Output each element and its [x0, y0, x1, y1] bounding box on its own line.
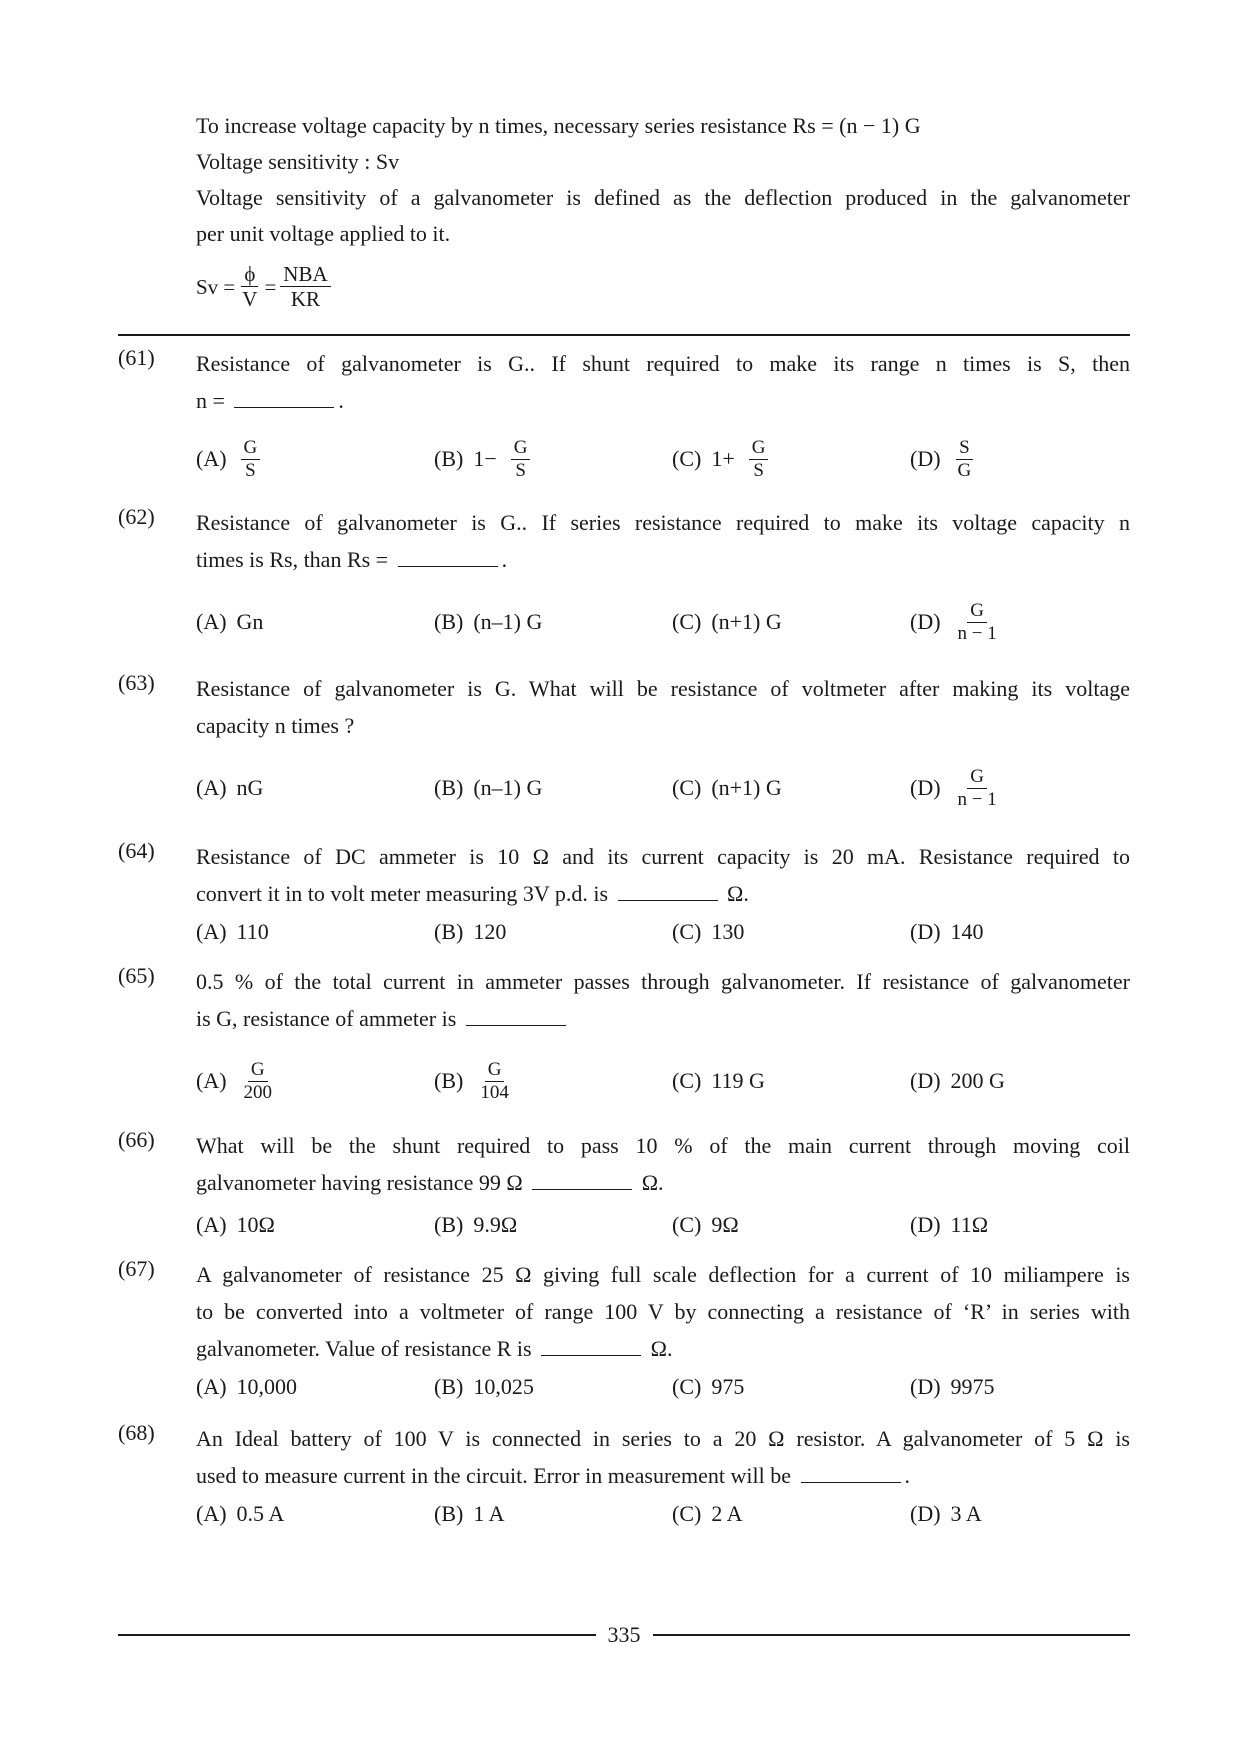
option-label: (B) — [434, 1212, 464, 1237]
formula-f1-num: ϕ — [241, 262, 258, 287]
footer-rule-right — [653, 1634, 1131, 1636]
frac-num: G — [511, 437, 531, 460]
question-number: (63) — [118, 670, 155, 695]
option-b[interactable] — [434, 912, 506, 952]
question-stem-line-2 — [196, 1457, 1130, 1494]
option-text: 2 A — [711, 1501, 743, 1526]
option-label: (A) — [196, 446, 227, 471]
question-stem-line-2: to be converted into a voltmeter of range 100 V by connecting a resistance of ‘R’ in series with — [196, 1299, 1130, 1324]
question-65 — [118, 963, 1130, 1111]
question-stem-line-3 — [196, 1330, 1130, 1367]
question-stem-line-1: An Ideal battery of 100 V is connected in series to a 20 Ω resistor. A galvanometer of 5 Ω is — [196, 1426, 1130, 1451]
question-63 — [118, 670, 1130, 818]
frac-den: S — [245, 459, 256, 481]
option-a[interactable] — [196, 429, 264, 489]
option-b[interactable] — [434, 592, 542, 652]
option-a[interactable] — [196, 912, 269, 952]
option-label: (B) — [434, 1501, 464, 1526]
frac-den: S — [753, 459, 764, 481]
option-text: 0.5 A — [236, 1501, 285, 1526]
option-label: (A) — [196, 609, 227, 634]
formula-f1-den: V — [242, 287, 258, 312]
option-label: (C) — [672, 1374, 702, 1399]
option-label: (A) — [196, 1068, 227, 1093]
option-text: (n–1) G — [473, 775, 543, 800]
option-label: (D) — [910, 1501, 941, 1526]
page-footer — [118, 1622, 1130, 1648]
options-row — [196, 1494, 1130, 1534]
option-b[interactable] — [434, 758, 542, 818]
option-c[interactable] — [672, 592, 782, 652]
option-label: (B) — [434, 775, 464, 800]
option-label: (A) — [196, 775, 227, 800]
option-d[interactable] — [910, 429, 978, 489]
option-text: 11Ω — [950, 1212, 989, 1237]
option-label: (D) — [910, 1068, 941, 1093]
stem-text: galvanometer having resistance 99 Ω — [196, 1170, 529, 1195]
answer-blank — [618, 886, 718, 901]
option-c[interactable] — [672, 758, 782, 818]
question-stem-line-2 — [196, 875, 1130, 912]
option-b[interactable] — [434, 429, 534, 489]
page-number: 335 — [607, 1622, 641, 1647]
option-a[interactable] — [196, 1205, 275, 1245]
option-b[interactable] — [434, 1367, 534, 1407]
options-row — [196, 592, 1130, 652]
question-61 — [118, 345, 1130, 489]
answer-blank — [541, 1341, 641, 1356]
option-label: (D) — [910, 446, 941, 471]
option-label: (C) — [672, 1501, 702, 1526]
option-text: 119 G — [711, 1068, 765, 1093]
options-row — [196, 429, 1130, 489]
option-label: (D) — [910, 919, 941, 944]
option-c[interactable] — [672, 1367, 744, 1407]
stem-text: convert it in to volt meter measuring 3V p.d. is — [196, 881, 614, 906]
option-label: (D) — [910, 1374, 941, 1399]
option-text: 9.9Ω — [473, 1212, 518, 1237]
options-row — [196, 912, 1130, 952]
frac-num: G — [485, 1059, 505, 1082]
option-a[interactable] — [196, 1367, 297, 1407]
stem-text: n = — [196, 388, 231, 413]
question-stem-line-2 — [196, 382, 1130, 419]
option-text: (n–1) G — [473, 609, 543, 634]
answer-blank — [398, 552, 498, 567]
question-stem-line-1: 0.5 % of the total current in ammeter passes through galvanometer. If resistance of galvanometer — [196, 969, 1130, 994]
option-label: (A) — [196, 1374, 227, 1399]
answer-blank — [466, 1011, 566, 1026]
question-67 — [118, 1256, 1130, 1407]
question-68 — [118, 1420, 1130, 1534]
option-label: (D) — [910, 609, 941, 634]
option-fraction — [241, 1059, 276, 1104]
option-text: 110 — [236, 919, 269, 944]
option-fraction — [749, 437, 769, 482]
formula-fraction-2 — [280, 262, 330, 311]
option-text: nG — [236, 775, 264, 800]
option-label: (C) — [672, 775, 702, 800]
question-stem-line-1: Resistance of galvanometer is G.. If series resistance required to make its voltage capacity n — [196, 510, 1130, 535]
stem-end: Ω. — [645, 1336, 673, 1361]
question-number: (62) — [118, 504, 155, 529]
option-label: (D) — [910, 775, 941, 800]
option-c[interactable] — [672, 1494, 743, 1534]
option-text: 3 A — [950, 1501, 982, 1526]
option-d[interactable] — [910, 758, 1004, 818]
option-d[interactable] — [910, 912, 984, 952]
option-fraction — [241, 437, 261, 482]
option-d[interactable] — [910, 1051, 1005, 1111]
frac-num: S — [956, 437, 973, 460]
options-row — [196, 1051, 1130, 1111]
voltage-sensitivity-formula — [196, 262, 1130, 311]
option-text: 10,025 — [473, 1374, 534, 1399]
option-label: (B) — [434, 1374, 464, 1399]
question-stem-line-1: Resistance of DC ammeter is 10 Ω and its current capacity is 20 mA. Resistance required to — [196, 844, 1130, 869]
option-d[interactable] — [910, 1494, 982, 1534]
option-label: (B) — [434, 446, 464, 471]
intro-line-1: To increase voltage capacity by n times, necessary series resistance Rs = (n − 1) G — [196, 113, 921, 138]
formula-fraction-1 — [239, 262, 260, 311]
option-d[interactable] — [910, 1205, 988, 1245]
option-label: (B) — [434, 609, 464, 634]
intro-section — [196, 108, 1130, 311]
option-a[interactable] — [196, 1051, 279, 1111]
footer-rule-left — [118, 1634, 596, 1636]
option-text: 120 — [473, 919, 507, 944]
frac-den: 104 — [480, 1081, 509, 1103]
option-text: 140 — [950, 919, 984, 944]
option-b[interactable] — [434, 1205, 517, 1245]
intro-line-2: Voltage sensitivity : Sv — [196, 149, 400, 174]
question-number: (65) — [118, 963, 155, 988]
option-label: (A) — [196, 1501, 227, 1526]
question-stem-line-1: Resistance of galvanometer is G.. If shunt required to make its range n times is S, then — [196, 351, 1130, 376]
stem-end: Ω. — [721, 881, 749, 906]
intro-line-4: per unit voltage applied to it. — [196, 221, 451, 246]
stem-end: . — [338, 388, 344, 413]
option-fraction — [955, 600, 1000, 645]
frac-num: G — [749, 437, 769, 460]
question-stem-line-1: Resistance of galvanometer is G. What will be resistance of voltmeter after making its voltage — [196, 676, 1130, 701]
options-row — [196, 758, 1130, 818]
stem-text: times is Rs, than Rs = — [196, 547, 394, 572]
stem-end: . — [501, 547, 508, 572]
option-text: 1 A — [473, 1501, 505, 1526]
option-text: Gn — [236, 609, 264, 634]
question-number: (61) — [118, 345, 155, 370]
option-a[interactable] — [196, 592, 263, 652]
option-label: (B) — [434, 919, 464, 944]
option-label: (C) — [672, 1212, 702, 1237]
question-number: (66) — [118, 1127, 155, 1152]
options-row — [196, 1367, 1130, 1407]
question-64 — [118, 838, 1130, 952]
option-text: 9975 — [950, 1374, 995, 1399]
option-d[interactable] — [910, 592, 1004, 652]
option-text: (n+1) G — [711, 775, 782, 800]
frac-den: n − 1 — [957, 622, 997, 644]
option-d[interactable] — [910, 1367, 995, 1407]
option-b[interactable] — [434, 1051, 516, 1111]
option-prefix: 1− — [473, 446, 497, 471]
option-c[interactable] — [672, 429, 772, 489]
options-row — [196, 1205, 1130, 1245]
question-stem-line-1: A galvanometer of resistance 25 Ω giving full scale deflection for a current of 10 miliampere is — [196, 1262, 1130, 1287]
question-stem-line-1: What will be the shunt required to pass 10 % of the main current through moving coil — [196, 1133, 1130, 1158]
frac-num: G — [967, 766, 987, 789]
section-divider — [118, 334, 1130, 336]
answer-blank — [532, 1175, 632, 1190]
option-fraction — [955, 766, 1000, 811]
answer-blank — [234, 393, 334, 408]
option-label: (C) — [672, 1068, 702, 1093]
option-text: 10Ω — [236, 1212, 275, 1237]
option-c[interactable] — [672, 1051, 765, 1111]
option-b[interactable] — [434, 1494, 505, 1534]
option-label: (C) — [672, 446, 702, 471]
option-a[interactable] — [196, 1494, 284, 1534]
stem-end: Ω. — [636, 1170, 664, 1195]
option-text: 10,000 — [236, 1374, 298, 1399]
question-stem-line-2 — [196, 1164, 1130, 1201]
frac-den: n − 1 — [957, 788, 997, 810]
answer-blank — [801, 1468, 901, 1483]
stem-end: . — [904, 1463, 911, 1488]
frac-num: G — [248, 1059, 268, 1082]
frac-den: S — [515, 459, 526, 481]
option-text: (n+1) G — [711, 609, 782, 634]
option-fraction — [477, 1059, 512, 1104]
option-c[interactable] — [672, 912, 744, 952]
formula-f2-den: KR — [290, 287, 321, 312]
stem-text: galvanometer. Value of resistance R is — [196, 1336, 538, 1361]
option-label: (C) — [672, 919, 702, 944]
option-label: (A) — [196, 919, 227, 944]
question-stem-line-2 — [196, 1000, 1130, 1037]
option-a[interactable] — [196, 758, 263, 818]
frac-den: G — [957, 459, 972, 481]
formula-lhs: Sv = — [196, 274, 236, 299]
option-fraction — [955, 437, 975, 482]
question-62 — [118, 504, 1130, 652]
intro-line-3: Voltage sensitivity of a galvanometer is defined as the deflection produced in the galvanometer — [196, 185, 1130, 210]
option-text: 200 G — [950, 1068, 1005, 1093]
frac-num: G — [967, 600, 987, 623]
option-label: (D) — [910, 1212, 941, 1237]
question-stem-line-2: capacity n times ? — [196, 713, 355, 738]
option-label: (A) — [196, 1212, 227, 1237]
question-number: (64) — [118, 838, 155, 863]
question-stem-line-2 — [196, 541, 1130, 578]
frac-den: 200 — [243, 1081, 273, 1103]
formula-f2-num: NBA — [280, 262, 330, 287]
question-66 — [118, 1127, 1130, 1245]
option-text: 130 — [711, 919, 745, 944]
option-prefix: 1+ — [711, 446, 735, 471]
stem-text: is G, resistance of ammeter is — [196, 1006, 462, 1031]
frac-num: G — [241, 437, 261, 460]
option-fraction — [511, 437, 531, 482]
formula-eq: = — [264, 274, 277, 299]
option-c[interactable] — [672, 1205, 739, 1245]
question-number: (68) — [118, 1420, 155, 1445]
question-number: (67) — [118, 1256, 155, 1281]
stem-text: used to measure current in the circuit. Error in measurement will be — [196, 1463, 797, 1488]
option-label: (B) — [434, 1068, 464, 1093]
option-text: 975 — [711, 1374, 745, 1399]
option-text: 9Ω — [711, 1212, 739, 1237]
option-label: (C) — [672, 609, 702, 634]
